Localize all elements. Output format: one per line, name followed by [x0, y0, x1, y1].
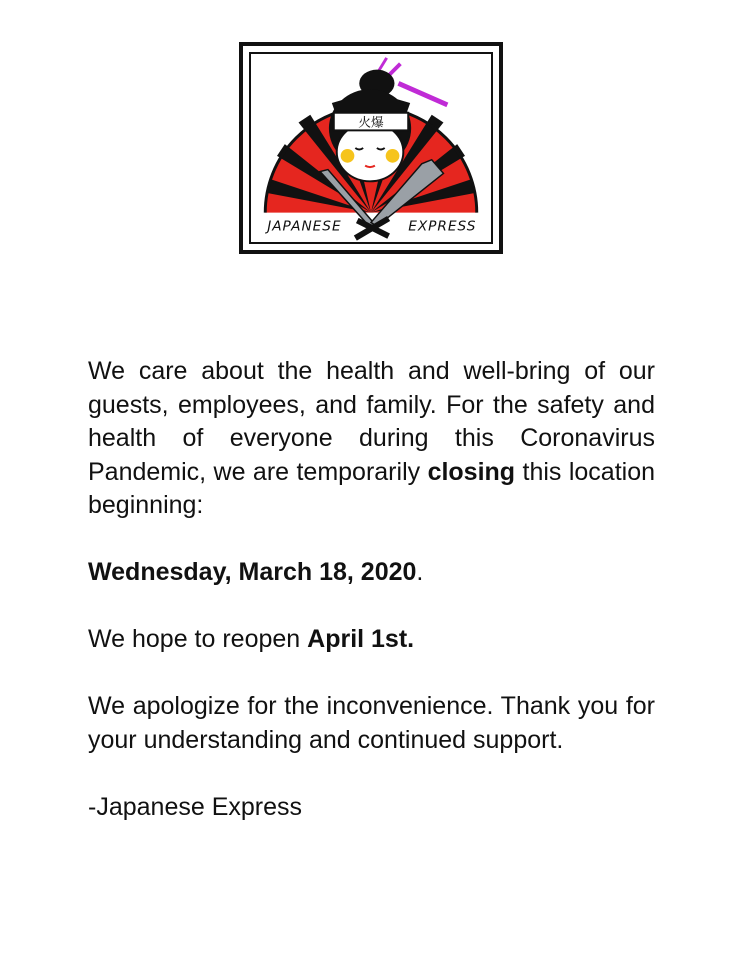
logo-frame	[239, 42, 503, 254]
headband-text: 火爆	[358, 114, 384, 130]
reopen-prefix: We hope to reopen	[88, 625, 308, 653]
reopen-date: April 1st.	[307, 625, 415, 653]
signature: -Japanese Express	[88, 792, 303, 821]
closing-date-period: .	[416, 558, 424, 586]
japanese-express-logo	[249, 52, 493, 244]
apology-paragraph: We apologize for the inconvenience. Thank you for your understanding and continued support.	[88, 692, 655, 754]
care-paragraph	[88, 355, 655, 523]
closing-date: Wednesday, March 18, 2020	[88, 558, 417, 586]
brand-right-text: EXPRESS	[408, 218, 477, 235]
closure-notice	[88, 355, 655, 824]
reopen-line	[88, 623, 655, 657]
closing-date-line	[88, 556, 655, 590]
care-text: We care about the health and well-bring of our guests, employees, and family. For the safety and health of everyone during this Coronavirus Pandemic, we are temporarily	[88, 357, 655, 486]
closing-word: closing	[427, 457, 516, 486]
location-beginning-text: this location beginning:	[88, 457, 655, 519]
headband-icon	[334, 113, 408, 131]
brand-left-text: JAPANESE	[267, 218, 342, 235]
